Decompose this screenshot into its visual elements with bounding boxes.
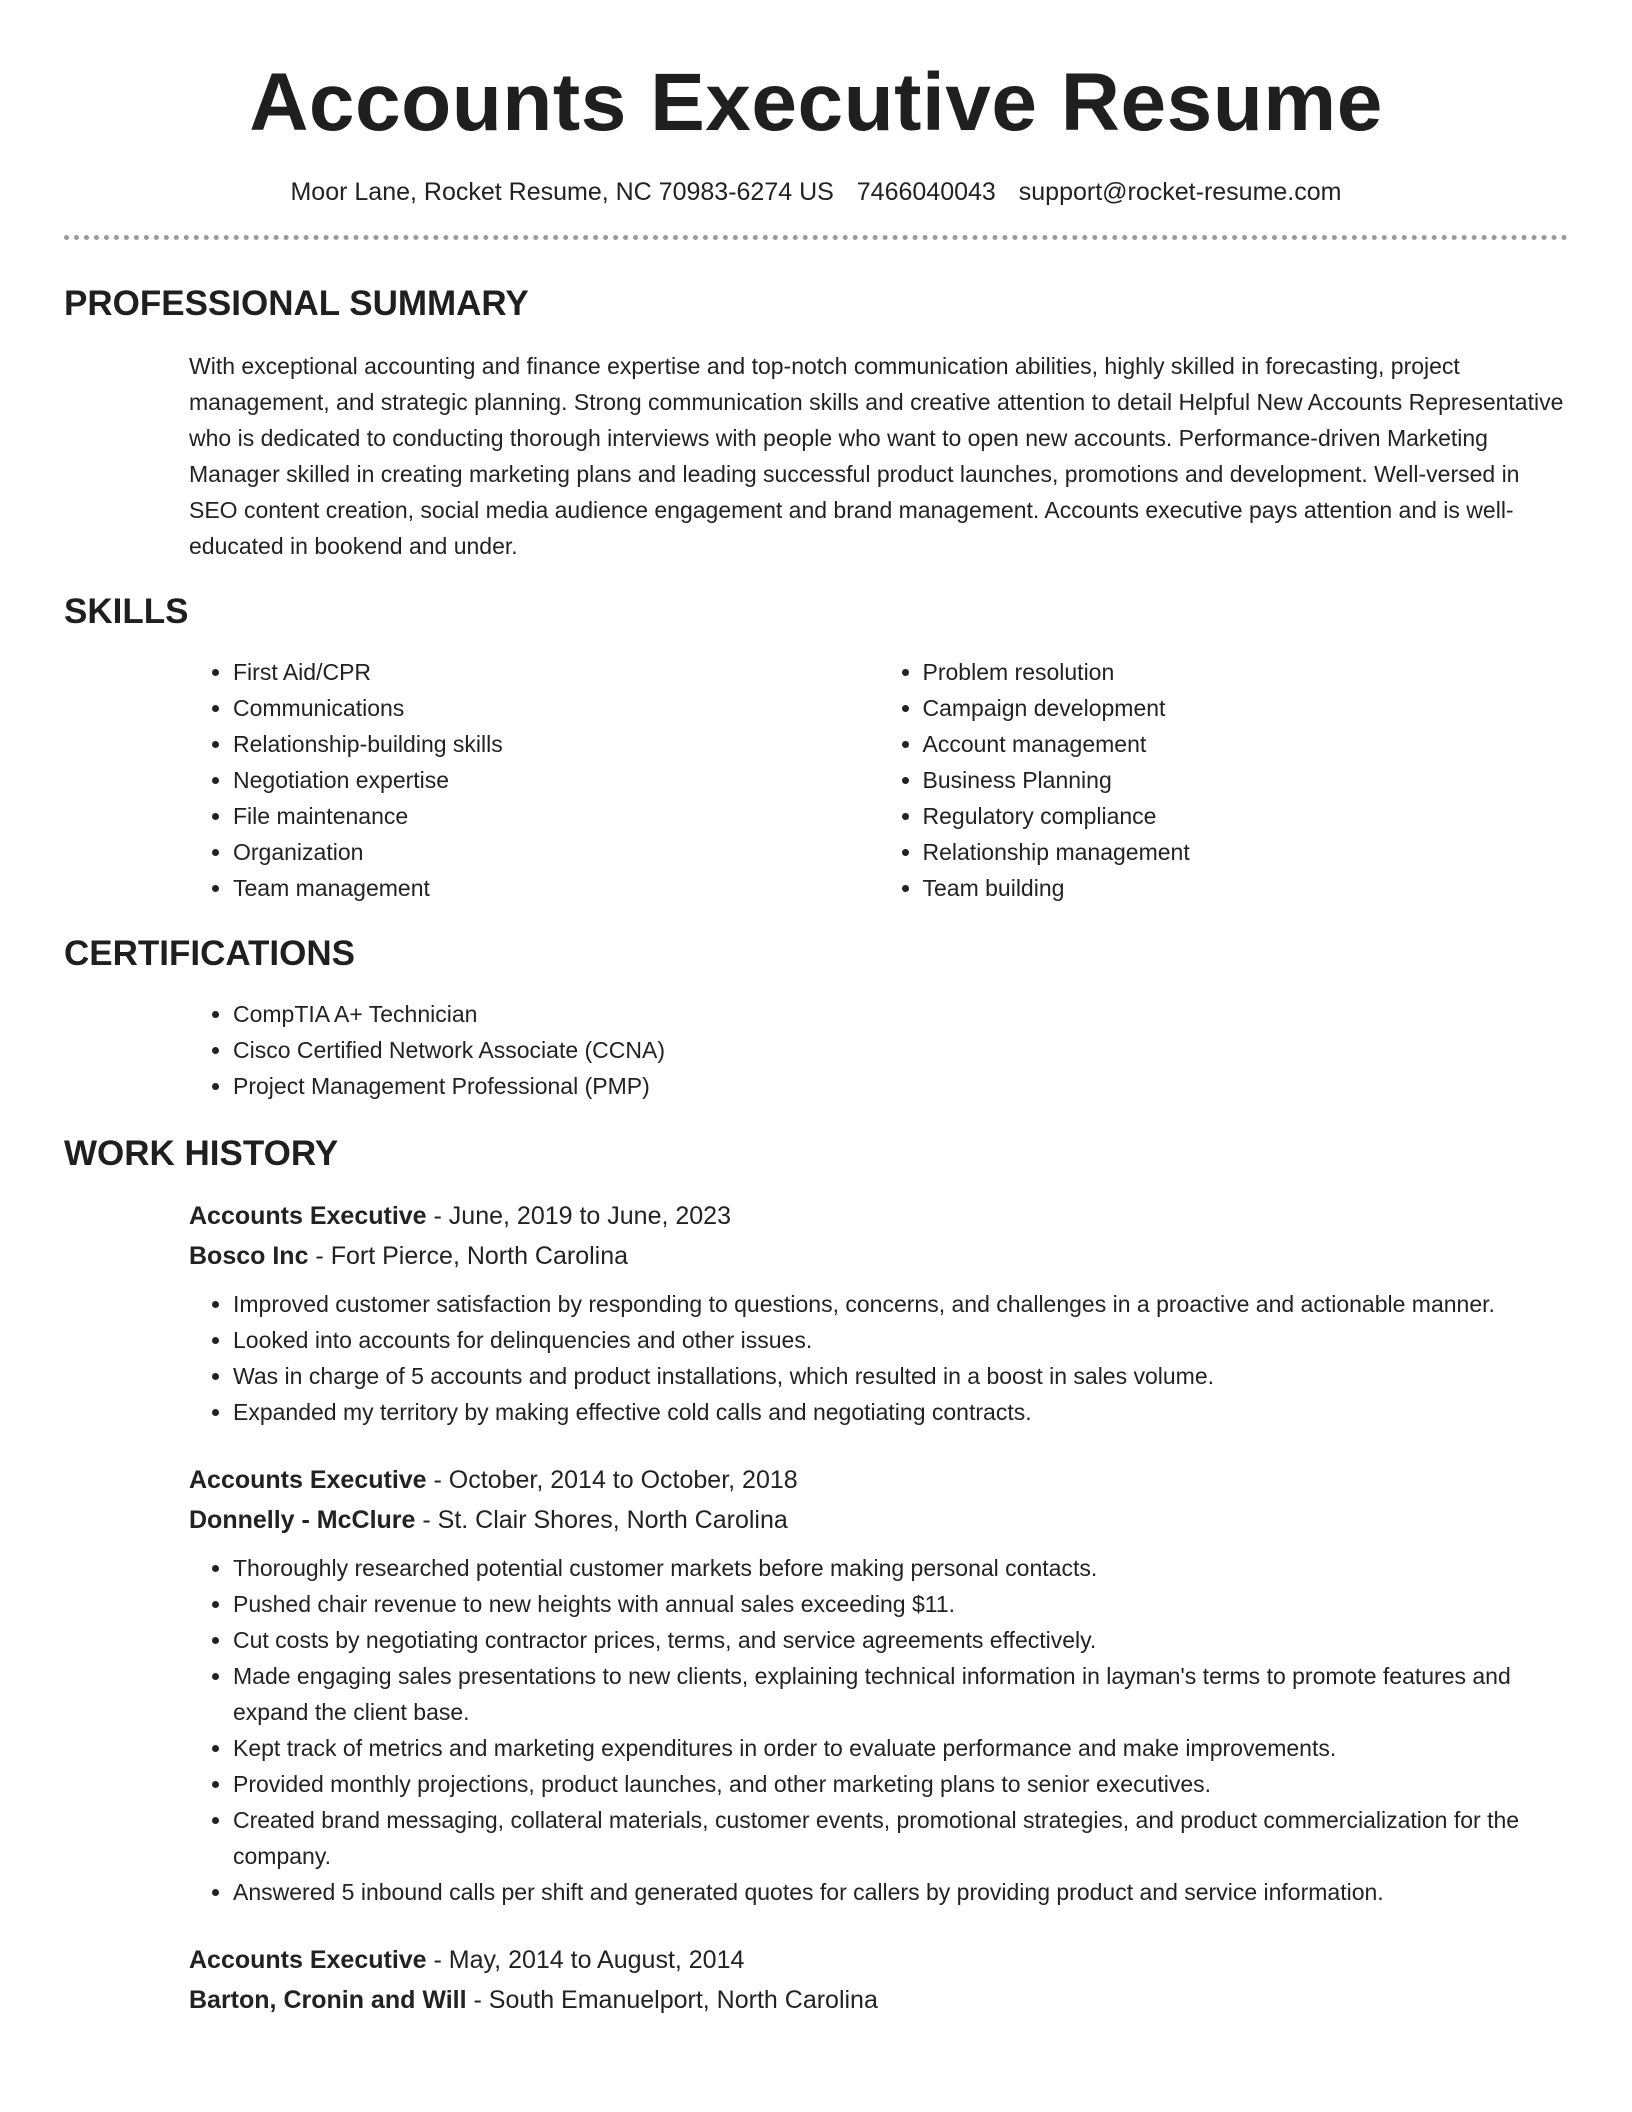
header-divider: [64, 235, 1568, 240]
job-location: - Fort Pierce, North Carolina: [308, 1242, 629, 1270]
job-location: - South Emanuelport, North Carolina: [466, 1986, 878, 2014]
skill-item: • Team management: [233, 870, 879, 906]
summary-text: With exceptional accounting and finance expertise and top-notch communication abilities, highly skilled in forecasting, project management, and strategic planning. Strong communication skills and creative attention to detail Helpful New Accounts Representative who is dedicated to conducting thorough interviews with people who want to open new accounts. Performance-driven Marketing Manager skilled in creating marketing plans and leading successful product launches, promotions and development. Well-versed in SEO content creation, social media audience engagement and brand management. Accounts executive pays attention and is well-educated in bookend and under.: [189, 353, 1564, 559]
skill-item: • Negotiation expertise: [233, 762, 879, 798]
skill-item: • First Aid/CPR: [233, 654, 879, 690]
certification-item: • CompTIA A+ Technician: [233, 996, 1568, 1032]
contact-phone: 7466040043: [856, 178, 996, 206]
certification-item: • Project Management Professional (PMP): [233, 1068, 1568, 1104]
contact-line: [64, 178, 1568, 207]
job-entry: [189, 1940, 1568, 2020]
work-heading: WORK HISTORY: [64, 1134, 339, 1173]
skill-item: • Problem resolution: [923, 654, 1569, 690]
job-company-line: [189, 1500, 1568, 1540]
job-bullet: • Answered 5 inbound calls per shift and generated quotes for callers by providing product and service information.: [233, 1874, 1568, 1910]
job-bullet: • Pushed chair revenue to new heights with annual sales exceeding $11.: [233, 1586, 1568, 1622]
job-dates: - October, 2014 to October, 2018: [426, 1466, 798, 1494]
skill-item: • Organization: [233, 834, 879, 870]
job-bullet: • Cut costs by negotiating contractor prices, terms, and service agreements effectively.: [233, 1622, 1568, 1658]
job-company: Barton, Cronin and Will: [189, 1986, 467, 2014]
job-bullets: [189, 1286, 1568, 1430]
job-location: - St. Clair Shores, North Carolina: [415, 1506, 788, 1534]
certifications-heading: CERTIFICATIONS: [64, 934, 356, 973]
job-bullets: [189, 1550, 1568, 1910]
job-bullet: • Provided monthly projections, product launches, and other marketing plans to senior executives.: [233, 1766, 1568, 1802]
job-role-line: [189, 1940, 1568, 1980]
job-dates: - May, 2014 to August, 2014: [426, 1946, 745, 1974]
job-role: Accounts Executive: [189, 1946, 427, 1974]
job-bullet: • Thoroughly researched potential customer markets before making personal contacts.: [233, 1550, 1568, 1586]
skill-item: • Communications: [233, 690, 879, 726]
job-entry: [189, 1196, 1568, 1430]
job-role-line: [189, 1196, 1568, 1236]
job-bullet: • Kept track of metrics and marketing expenditures in order to evaluate performance and make improvements.: [233, 1730, 1568, 1766]
skill-item: • Relationship management: [923, 834, 1569, 870]
job-bullet: • Was in charge of 5 accounts and product installations, which resulted in a boost in sales volume.: [233, 1358, 1568, 1394]
job-entry: [189, 1460, 1568, 1910]
job-role: Accounts Executive: [189, 1466, 427, 1494]
job-bullet: • Created brand messaging, collateral materials, customer events, promotional strategies, and product commercialization for the company.: [233, 1802, 1568, 1874]
skills-heading: SKILLS: [64, 592, 189, 631]
job-bullet: • Improved customer satisfaction by responding to questions, concerns, and challenges in a proactive and actionable manner.: [233, 1286, 1568, 1322]
skill-item: • Campaign development: [923, 690, 1569, 726]
summary-heading: PROFESSIONAL SUMMARY: [64, 284, 529, 323]
certification-item: • Cisco Certified Network Associate (CCNA): [233, 1032, 1568, 1068]
job-company-line: [189, 1236, 1568, 1276]
job-bullet: • Made engaging sales presentations to new clients, explaining technical information in layman's terms to promote features and expand the client base.: [233, 1658, 1568, 1730]
job-company-line: [189, 1980, 1568, 2020]
resume-title: Accounts Executive Resume: [249, 57, 1383, 148]
skill-item: • File maintenance: [233, 798, 879, 834]
work-body: [189, 1196, 1568, 2020]
job-company: Bosco Inc: [189, 1242, 309, 1270]
skill-item: • Relationship-building skills: [233, 726, 879, 762]
job-bullet: • Expanded my territory by making effective cold calls and negotiating contracts.: [233, 1394, 1568, 1430]
job-role-line: [189, 1460, 1568, 1500]
skill-item: • Regulatory compliance: [923, 798, 1569, 834]
job-bullet: • Looked into accounts for delinquencies and other issues.: [233, 1322, 1568, 1358]
certifications-list: [189, 996, 1568, 1104]
contact-email: support@rocket-resume.com: [1018, 178, 1342, 206]
skills-grid: [189, 654, 1568, 906]
skill-item: • Team building: [923, 870, 1569, 906]
contact-address: Moor Lane, Rocket Resume, NC 70983-6274 US: [290, 178, 834, 206]
skill-item: • Account management: [923, 726, 1569, 762]
job-company: Donnelly - McClure: [189, 1506, 416, 1534]
certifications-body: [189, 996, 1568, 1104]
skills-list-left: [189, 654, 879, 906]
job-dates: - June, 2019 to June, 2023: [426, 1202, 731, 1230]
skill-item: • Business Planning: [923, 762, 1569, 798]
job-role: Accounts Executive: [189, 1202, 427, 1230]
skills-list-right: [879, 654, 1569, 906]
